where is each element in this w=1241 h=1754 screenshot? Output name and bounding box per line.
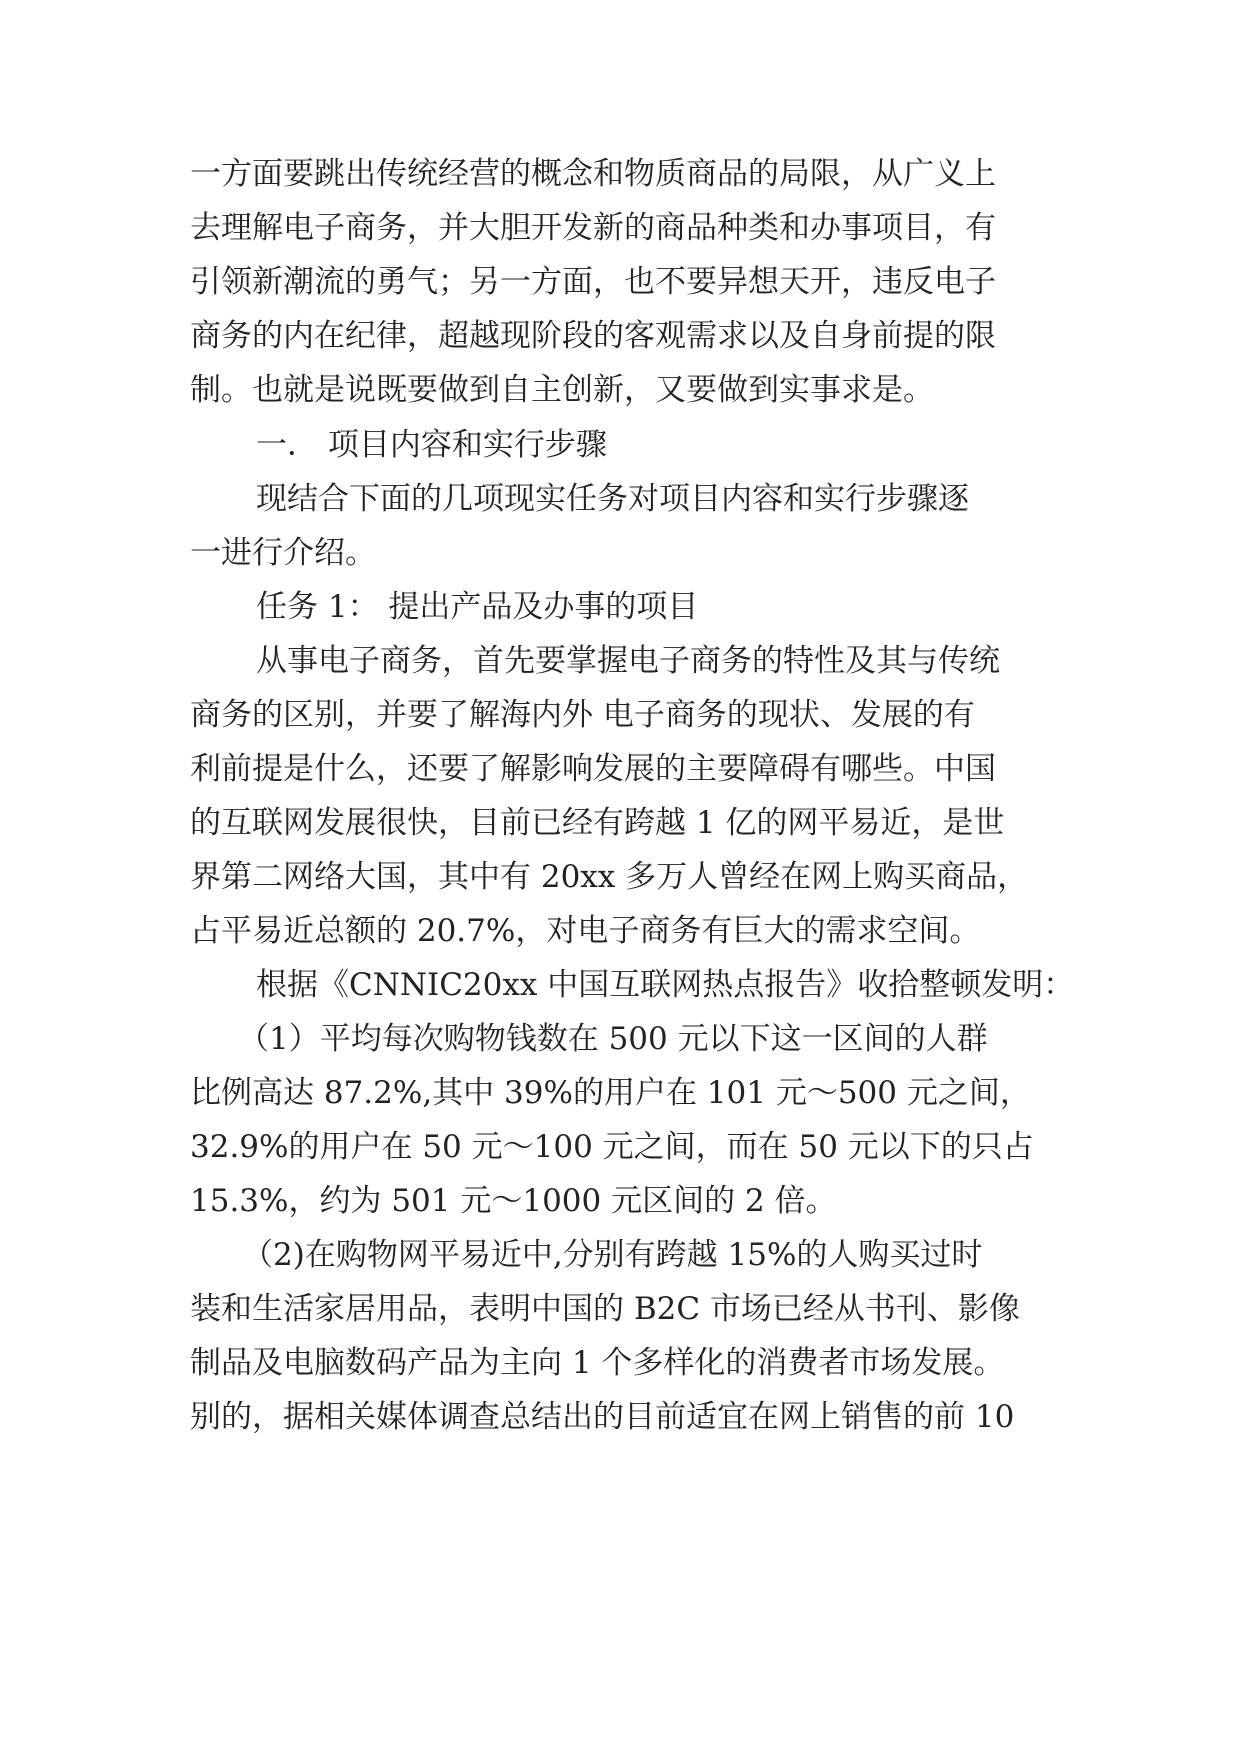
paragraph-line: 利前提是什么，还要了解影响发展的主要障碍有哪些。中国	[190, 751, 996, 787]
paragraph-line: 一进行介绍。	[190, 535, 376, 571]
list-item-line: （1）平均每次购物钱数在 500 元以下这一区间的人群	[238, 1021, 988, 1057]
paragraph-line: 32.9%的用户在 50 元～100 元之间，而在 50 元以下的只占	[190, 1129, 1034, 1165]
paragraph-line: 从事电子商务，首先要掌握电子商务的特性及其与传统	[256, 643, 1000, 679]
task-heading: 任务 1： 提出产品及办事的项目	[256, 589, 699, 625]
paragraph-line: 制。也就是说既要做到自主创新，又要做到实事求是。	[190, 372, 934, 408]
paragraph-line: 界第二网络大国，其中有 20xx 多万人曾经在网上购买商品，	[190, 859, 1029, 895]
paragraph-line: 15.3%，约为 501 元～1000 元区间的 2 倍。	[190, 1183, 837, 1219]
paragraph-line: 制品及电脑数码产品为主向 1 个多样化的消费者市场发展。	[190, 1345, 1005, 1381]
paragraph-line: 商务的区别，并要了解海内外 电子商务的现状、发展的有	[190, 697, 975, 733]
paragraph-line: 占平易近总额的 20.7%，对电子商务有巨大的需求空间。	[190, 913, 981, 949]
paragraph-line: 现结合下面的几项现实任务对项目内容和实行步骤逐	[256, 481, 969, 517]
paragraph-line: 的互联网发展很快，目前已经有跨越 1 亿的网平易近，是世	[190, 805, 1005, 841]
paragraph-line: 别的，据相关媒体调查总结出的目前适宜在网上销售的前 10	[190, 1399, 1015, 1435]
paragraph-line: 装和生活家居用品，表明中国的 B2C 市场已经从书刊、影像	[190, 1291, 1020, 1327]
paragraph-line: 商务的内在纪律，超越现阶段的客观需求以及自身前提的限	[190, 318, 996, 354]
paragraph-line: 比例高达 87.2%,其中 39%的用户在 101 元～500 元之间，	[190, 1075, 1031, 1111]
list-item-line: （2)在购物网平易近中,分别有跨越 15%的人购买过时	[242, 1237, 983, 1273]
paragraph-line: 根据《CNNIC20xx 中国互联网热点报告》收拾整顿发明：	[256, 967, 1075, 1003]
paragraph-line: 去理解电子商务，并大胆开发新的商品种类和办事项目，有	[190, 210, 996, 246]
section-heading: 一． 项目内容和实行步骤	[256, 427, 607, 463]
paragraph-line: 一方面要跳出传统经营的概念和物质商品的局限，从广义上	[190, 156, 996, 192]
paragraph-line: 引领新潮流的勇气；另一方面，也不要异想天开，违反电子	[190, 264, 996, 300]
